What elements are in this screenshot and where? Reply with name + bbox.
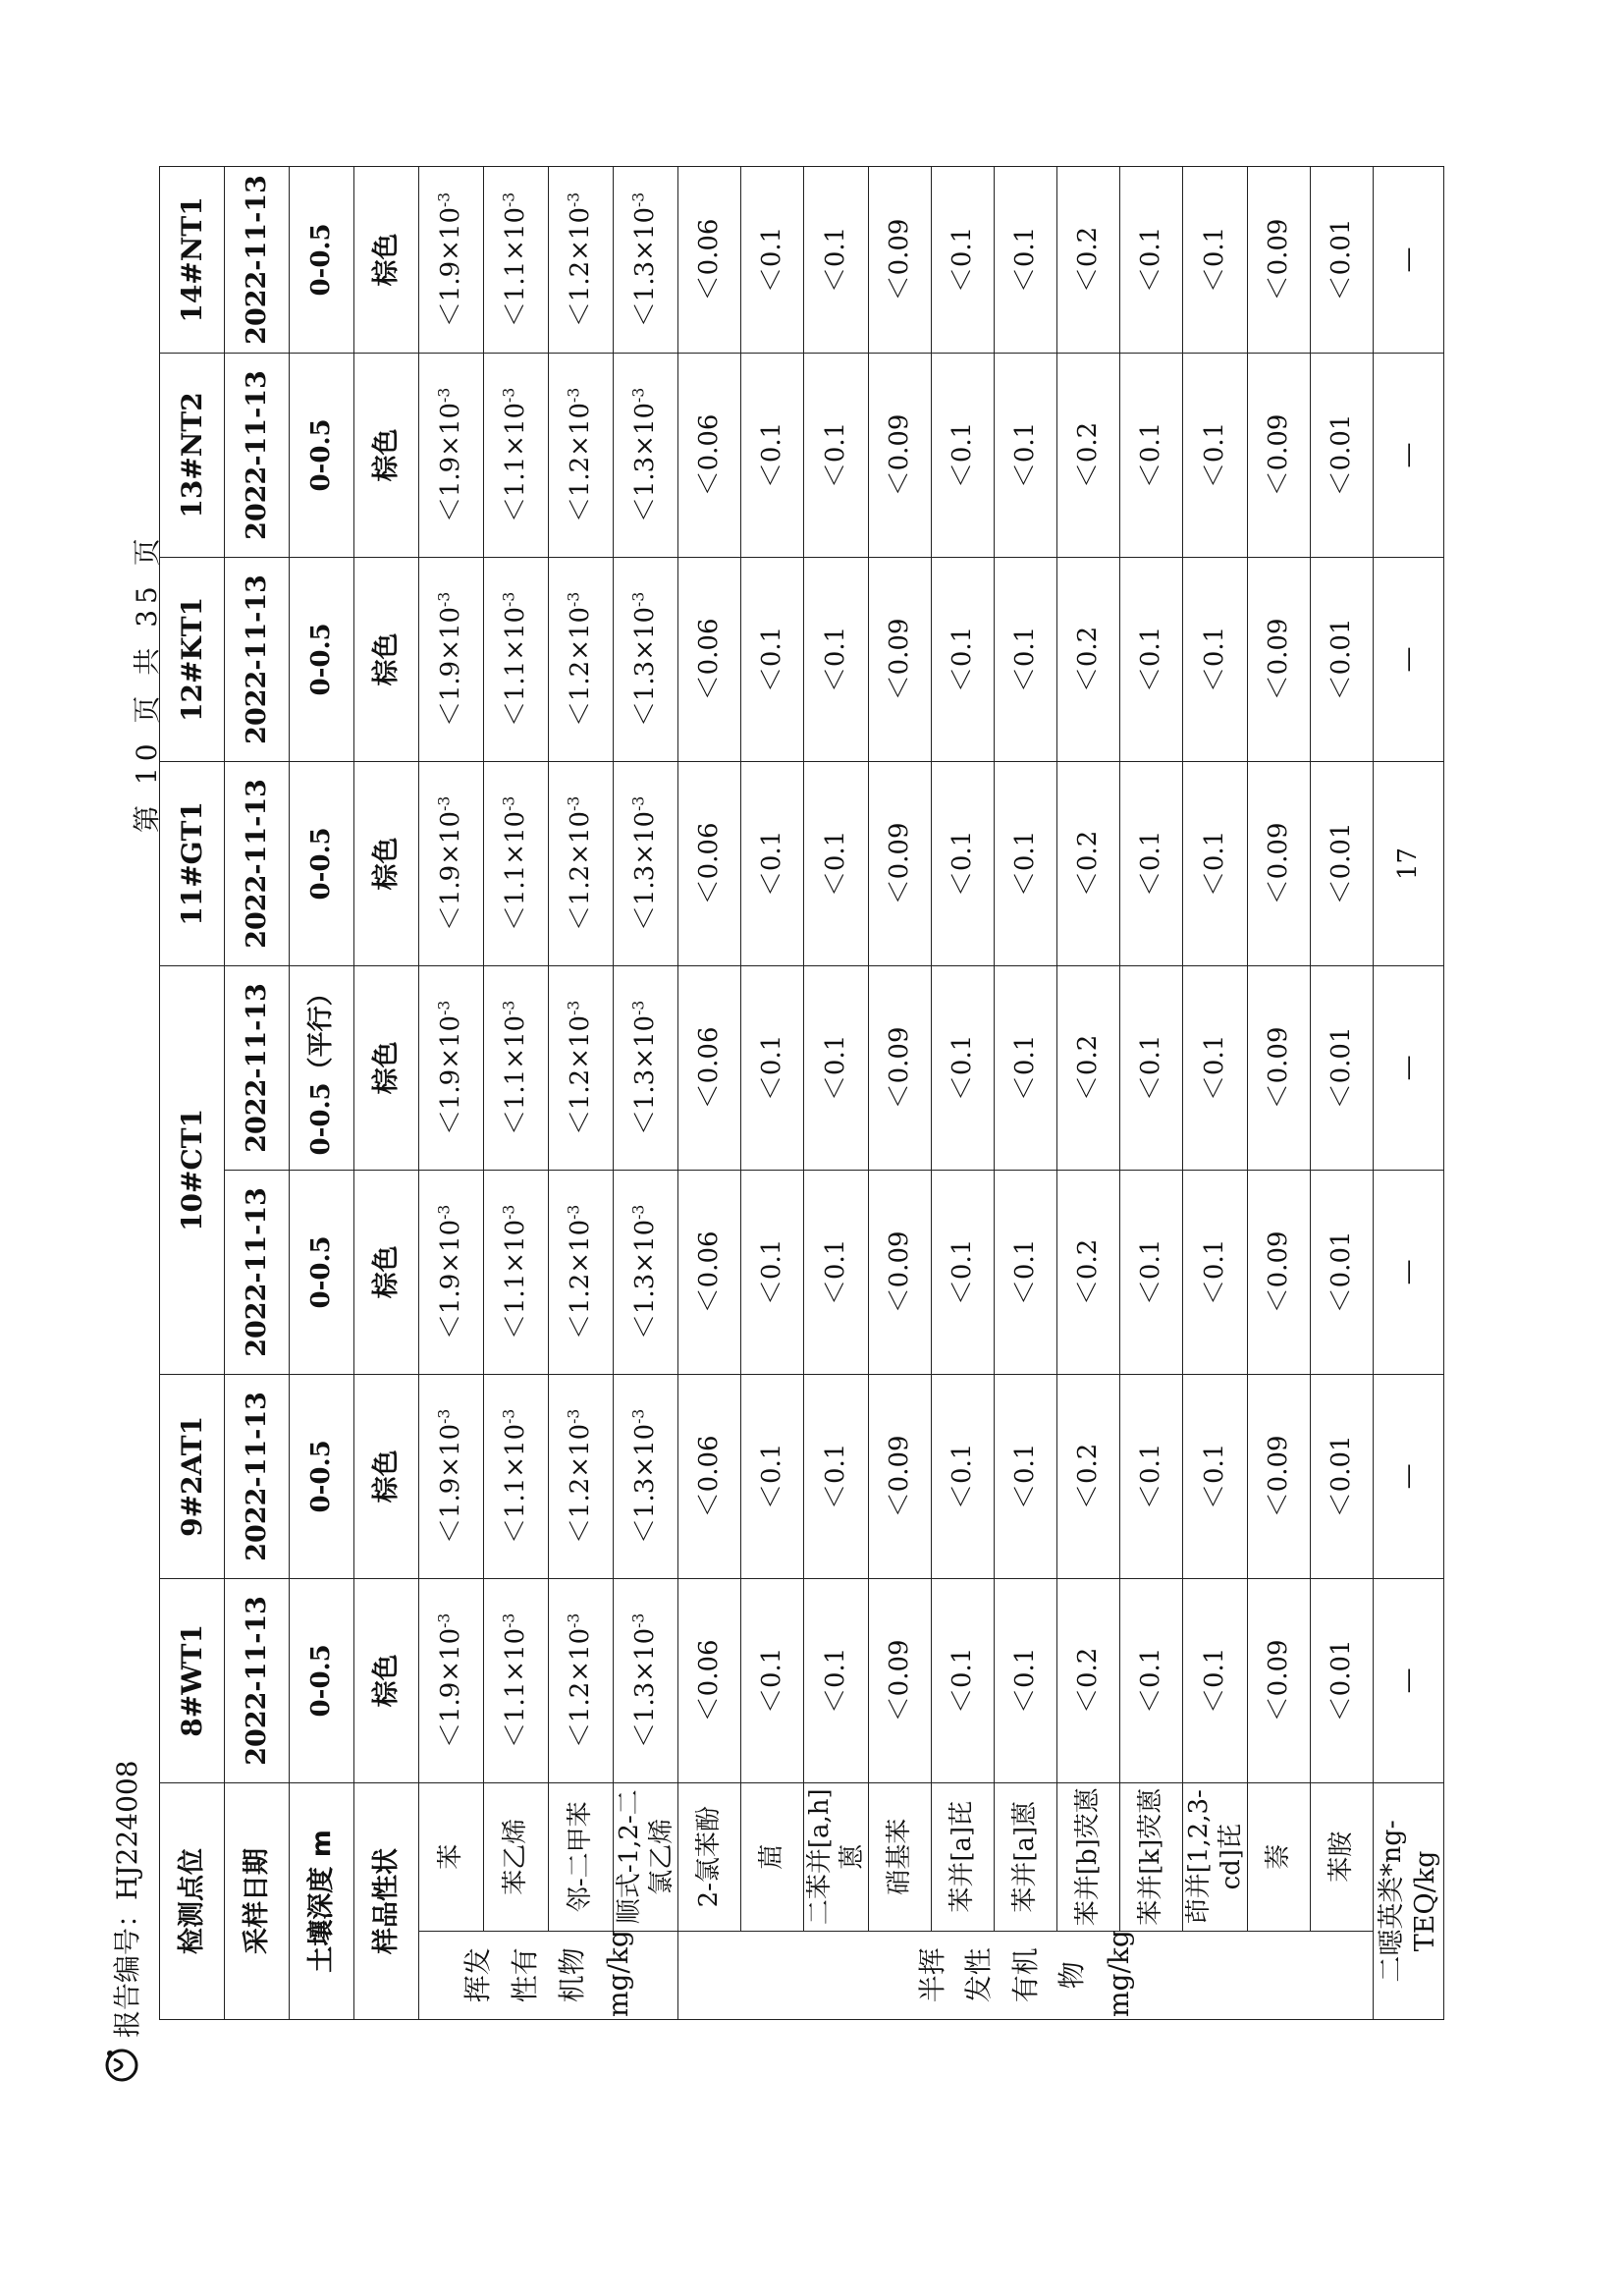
value-exponent: -3 xyxy=(435,387,454,403)
analyte-value: ＜0.1 xyxy=(1183,1374,1248,1578)
analyte-value: ＜0.09 xyxy=(869,353,932,557)
analyte-value: ＜0.06 xyxy=(678,761,741,965)
value-exponent: -3 xyxy=(565,1408,583,1424)
cell-location: 11#GT1 xyxy=(160,761,225,965)
value-mantissa: ＜1.2×10 xyxy=(566,1423,596,1545)
value-exponent: -3 xyxy=(629,387,648,403)
analyte-value xyxy=(484,1578,549,1782)
value-mantissa: ＜1.9×10 xyxy=(436,1219,466,1340)
value-exponent: -3 xyxy=(565,795,583,811)
analyte-value: ＜0.1 xyxy=(932,761,995,965)
analyte-value: ＜0.1 xyxy=(741,353,804,557)
cell-depth: 0-0.5 xyxy=(290,1170,354,1374)
analyte-value xyxy=(419,557,484,761)
value-exponent: -3 xyxy=(435,191,454,207)
dioxin-value: — xyxy=(1374,557,1444,761)
value-mantissa: ＜1.2×10 xyxy=(566,606,596,728)
row-voc xyxy=(484,167,549,2020)
value-exponent: -3 xyxy=(435,1613,454,1628)
analyte-value xyxy=(549,557,614,761)
value-mantissa: ＜1.2×10 xyxy=(566,206,596,328)
value-mantissa: ＜1.9×10 xyxy=(436,206,466,328)
value-mantissa: ＜1.3×10 xyxy=(630,1627,661,1749)
value-exponent: -3 xyxy=(565,191,583,207)
value-mantissa: ＜1.1×10 xyxy=(501,1627,531,1749)
analyte-value: ＜0.1 xyxy=(741,761,804,965)
value-exponent: -3 xyxy=(435,1408,454,1424)
analyte-value: ＜0.2 xyxy=(1057,1374,1120,1578)
group-label-line: 性有 xyxy=(508,1947,541,2003)
cell-date: 2022-11-13 xyxy=(225,761,290,965)
analyte-value xyxy=(549,1374,614,1578)
cell-property: 棕色 xyxy=(354,1170,419,1374)
value-mantissa: ＜1.3×10 xyxy=(630,206,661,328)
analyte-value: ＜0.1 xyxy=(932,557,995,761)
analyte-value xyxy=(484,557,549,761)
analyte-value: ＜0.2 xyxy=(1057,353,1120,557)
value-exponent: -3 xyxy=(629,1408,648,1424)
analyte-value: ＜0.1 xyxy=(804,353,869,557)
cell-date: 2022-11-13 xyxy=(225,167,290,354)
analyte-value xyxy=(419,353,484,557)
row-svoc xyxy=(1057,167,1120,2020)
analyte-value xyxy=(614,1578,678,1782)
row-svoc xyxy=(741,167,804,2020)
analyte-value xyxy=(419,965,484,1170)
analyte-value: ＜0.1 xyxy=(1183,1578,1248,1782)
value-exponent: -3 xyxy=(500,591,518,607)
analyte-value: ＜0.1 xyxy=(932,167,995,354)
value-exponent: -3 xyxy=(629,1613,648,1628)
value-exponent: -3 xyxy=(435,1204,454,1220)
cell-location: 8#WT1 xyxy=(160,1578,225,1782)
analyte-value: ＜0.1 xyxy=(804,965,869,1170)
dioxin-value: — xyxy=(1374,1578,1444,1782)
value-mantissa: ＜1.2×10 xyxy=(566,810,596,932)
value-exponent: -3 xyxy=(565,591,583,607)
row-dioxin xyxy=(1374,167,1444,2020)
analyte-value: ＜0.2 xyxy=(1057,557,1120,761)
analyte-value: ＜0.1 xyxy=(741,1578,804,1782)
cell-date: 2022-11-13 xyxy=(225,1374,290,1578)
label-dioxin: 二噁英类*ng-TEQ/kg xyxy=(1374,1782,1444,2019)
analyte-value: ＜0.01 xyxy=(1311,761,1374,965)
value-mantissa: ＜1.9×10 xyxy=(436,402,466,523)
label-depth: 土壤深度 m xyxy=(290,1782,354,2019)
analyte-value xyxy=(484,1170,549,1374)
analyte-value: ＜0.1 xyxy=(932,965,995,1170)
analyte-value xyxy=(549,167,614,354)
analyte-value: ＜0.09 xyxy=(869,1170,932,1374)
analyte-value xyxy=(419,1578,484,1782)
value-exponent: -3 xyxy=(500,387,518,403)
analyte-value: ＜0.01 xyxy=(1311,1374,1374,1578)
value-exponent: -3 xyxy=(629,191,648,207)
analyte-value: ＜0.1 xyxy=(741,1170,804,1374)
analyte-value xyxy=(484,167,549,354)
analyte-value: ＜0.01 xyxy=(1311,557,1374,761)
analyte-value: ＜0.1 xyxy=(995,353,1057,557)
value-mantissa: ＜1.1×10 xyxy=(501,810,531,932)
value-mantissa: ＜1.1×10 xyxy=(501,1014,531,1136)
label-property: 样品性状 xyxy=(354,1782,419,2019)
value-exponent: -3 xyxy=(500,1000,518,1015)
analyte-name: 苯并[b]荧蒽 xyxy=(1057,1782,1120,1931)
analyte-name: 茚并[1,2,3-cd]芘 xyxy=(1183,1782,1248,1931)
row-svoc xyxy=(869,167,932,2020)
group-label-line: 机物 xyxy=(555,1947,588,2003)
cell-property: 棕色 xyxy=(354,557,419,761)
analyte-value: ＜0.09 xyxy=(1248,1170,1311,1374)
analyte-value: ＜0.06 xyxy=(678,167,741,354)
analyte-value xyxy=(614,1374,678,1578)
analyte-value xyxy=(614,965,678,1170)
page-indicator: 第 10 页 共 35 页 xyxy=(131,532,163,833)
analyte-value: ＜0.09 xyxy=(869,761,932,965)
dioxin-value: 17 xyxy=(1374,761,1444,965)
value-mantissa: ＜1.2×10 xyxy=(566,1627,596,1749)
cell-location: 13#NT2 xyxy=(160,353,225,557)
analyte-value xyxy=(484,761,549,965)
analyte-value: ＜0.1 xyxy=(741,965,804,1170)
analyte-value: ＜0.09 xyxy=(869,1374,932,1578)
cell-date: 2022-11-13 xyxy=(225,557,290,761)
label-location: 检测点位 xyxy=(160,1782,225,2019)
dioxin-value: — xyxy=(1374,167,1444,354)
value-mantissa: ＜1.3×10 xyxy=(630,810,661,932)
analyte-value: ＜0.06 xyxy=(678,353,741,557)
report-number: 报告编号：HJ224008 xyxy=(111,1760,143,2038)
analyte-value xyxy=(549,761,614,965)
analyte-value: ＜0.06 xyxy=(678,557,741,761)
cell-property: 棕色 xyxy=(354,167,419,354)
value-mantissa: ＜1.2×10 xyxy=(566,1219,596,1340)
analyte-value xyxy=(614,761,678,965)
analyte-value xyxy=(484,353,549,557)
analyte-name: 萘 xyxy=(1248,1782,1311,1931)
value-exponent: -3 xyxy=(565,1613,583,1628)
value-exponent: -3 xyxy=(435,591,454,607)
value-mantissa: ＜1.9×10 xyxy=(436,810,466,932)
value-exponent: -3 xyxy=(435,1000,454,1015)
group-label-svoc xyxy=(678,1931,1374,2019)
analyte-value: ＜0.1 xyxy=(995,1170,1057,1374)
dioxin-value: — xyxy=(1374,353,1444,557)
analyte-value: ＜0.1 xyxy=(741,1374,804,1578)
value-mantissa: ＜1.3×10 xyxy=(630,1219,661,1340)
row-svoc xyxy=(678,167,741,2020)
cell-date: 2022-11-13 xyxy=(225,1170,290,1374)
analyte-value: ＜0.1 xyxy=(804,1578,869,1782)
analyte-value: ＜0.09 xyxy=(1248,353,1311,557)
analyte-name: 邻-二甲苯 xyxy=(549,1782,614,1931)
group-label-line: mg/kg xyxy=(602,1930,635,2017)
cell-property: 棕色 xyxy=(354,1578,419,1782)
analyte-value: ＜0.01 xyxy=(1311,1170,1374,1374)
analyte-value xyxy=(484,965,549,1170)
value-mantissa: ＜1.2×10 xyxy=(566,402,596,523)
analyte-value: ＜0.1 xyxy=(804,761,869,965)
value-exponent: -3 xyxy=(629,795,648,811)
analyte-value: ＜0.1 xyxy=(932,1170,995,1374)
table-body xyxy=(160,167,1444,2020)
analyte-value: ＜0.09 xyxy=(869,557,932,761)
analyte-name: 苯并[k]荧蒽 xyxy=(1120,1782,1183,1931)
row-svoc xyxy=(1120,167,1183,2020)
analyte-value xyxy=(419,761,484,965)
analyte-value: ＜0.1 xyxy=(1120,353,1183,557)
value-exponent: -3 xyxy=(500,795,518,811)
cell-date: 2022-11-13 xyxy=(225,353,290,557)
analyte-value: ＜0.1 xyxy=(1120,167,1183,354)
analyte-value xyxy=(614,167,678,354)
analyte-value: ＜0.01 xyxy=(1311,353,1374,557)
row-svoc xyxy=(1248,167,1311,2020)
analyte-value: ＜0.01 xyxy=(1311,167,1374,354)
analyte-name: 苯并[a]芘 xyxy=(932,1782,995,1931)
cell-location: 10#CT1 xyxy=(160,965,225,1374)
analyte-value: ＜0.1 xyxy=(804,1170,869,1374)
analyte-value: ＜0.06 xyxy=(678,1170,741,1374)
analyte-value: ＜0.1 xyxy=(1120,1578,1183,1782)
company-logo-icon xyxy=(104,2048,139,2083)
cell-depth: 0-0.5 xyxy=(290,353,354,557)
cell-date: 2022-11-13 xyxy=(225,965,290,1170)
report-header xyxy=(96,121,155,2085)
group-label-line: 发性 xyxy=(962,1947,996,2003)
cell-property: 棕色 xyxy=(354,1374,419,1578)
cell-location: 14#NT1 xyxy=(160,167,225,354)
row-location xyxy=(160,167,225,2020)
analyte-value: ＜0.1 xyxy=(804,557,869,761)
analyte-value xyxy=(549,353,614,557)
analyte-value: ＜0.1 xyxy=(1120,1374,1183,1578)
analyte-value: ＜0.09 xyxy=(869,965,932,1170)
row-date xyxy=(225,167,290,2020)
label-date: 采样日期 xyxy=(225,1782,290,2019)
value-mantissa: ＜1.1×10 xyxy=(501,402,531,523)
group-label-line: 挥发 xyxy=(461,1947,495,2003)
analyte-value: ＜0.01 xyxy=(1311,1578,1374,1782)
analyte-value: ＜0.1 xyxy=(804,1374,869,1578)
analyte-value: ＜0.2 xyxy=(1057,1578,1120,1782)
analyte-value: ＜0.1 xyxy=(995,557,1057,761)
analyte-value: ＜0.06 xyxy=(678,1578,741,1782)
row-voc xyxy=(419,167,484,2020)
value-mantissa: ＜1.3×10 xyxy=(630,402,661,523)
analyte-value: ＜0.2 xyxy=(1057,965,1120,1170)
analyte-value: ＜0.1 xyxy=(932,353,995,557)
analyte-value: ＜0.2 xyxy=(1057,167,1120,354)
analyte-name: 硝基苯 xyxy=(869,1782,932,1931)
analyte-value xyxy=(484,1374,549,1578)
value-mantissa: ＜1.1×10 xyxy=(501,606,531,728)
row-svoc xyxy=(1183,167,1248,2020)
dioxin-value: — xyxy=(1374,1374,1444,1578)
analyte-name: 苯乙烯 xyxy=(484,1782,549,1931)
group-label-voc xyxy=(419,1931,678,2019)
analyte-value: ＜0.1 xyxy=(995,1374,1057,1578)
row-depth xyxy=(290,167,354,2020)
cell-date: 2022-11-13 xyxy=(225,1578,290,1782)
analyte-value xyxy=(614,353,678,557)
analyte-value xyxy=(614,557,678,761)
test-results-table xyxy=(159,166,1444,2020)
analyte-value: ＜0.2 xyxy=(1057,1170,1120,1374)
analyte-value xyxy=(549,965,614,1170)
analyte-value xyxy=(419,1170,484,1374)
analyte-value xyxy=(614,1170,678,1374)
analyte-name: 二苯并[a,h]蒽 xyxy=(804,1782,869,1931)
value-mantissa: ＜1.1×10 xyxy=(501,1423,531,1545)
analyte-value: ＜0.1 xyxy=(932,1578,995,1782)
value-exponent: -3 xyxy=(435,795,454,811)
analyte-name: 苯胺 xyxy=(1311,1782,1374,1931)
cell-property: 棕色 xyxy=(354,965,419,1170)
cell-property: 棕色 xyxy=(354,761,419,965)
analyte-name: 䓛 xyxy=(741,1782,804,1931)
analyte-value: ＜0.2 xyxy=(1057,761,1120,965)
analyte-value: ＜0.1 xyxy=(995,1578,1057,1782)
value-exponent: -3 xyxy=(500,191,518,207)
cell-location: 9#2AT1 xyxy=(160,1374,225,1578)
value-exponent: -3 xyxy=(565,1000,583,1015)
dioxin-value: — xyxy=(1374,965,1444,1170)
cell-depth: 0-0.5 xyxy=(290,167,354,354)
cell-location: 12#KT1 xyxy=(160,557,225,761)
analyte-value: ＜0.09 xyxy=(869,1578,932,1782)
value-exponent: -3 xyxy=(629,1000,648,1015)
dioxin-value: — xyxy=(1374,1170,1444,1374)
analyte-value: ＜0.1 xyxy=(1120,557,1183,761)
value-exponent: -3 xyxy=(565,1204,583,1220)
analyte-value: ＜0.09 xyxy=(1248,557,1311,761)
analyte-name: 顺式-1,2-二氯乙烯 xyxy=(614,1782,678,1931)
row-property xyxy=(354,167,419,2020)
analyte-value: ＜0.1 xyxy=(995,761,1057,965)
analyte-name: 2-氯苯酚 xyxy=(678,1782,741,1931)
value-exponent: -3 xyxy=(629,1204,648,1220)
row-voc xyxy=(614,167,678,2020)
value-exponent: -3 xyxy=(565,387,583,403)
row-svoc xyxy=(804,167,869,2020)
analyte-value: ＜0.1 xyxy=(1183,761,1248,965)
analyte-value xyxy=(549,1578,614,1782)
value-exponent: -3 xyxy=(500,1204,518,1220)
analyte-value: ＜0.01 xyxy=(1311,965,1374,1170)
value-exponent: -3 xyxy=(500,1613,518,1628)
cell-depth: 0-0.5 xyxy=(290,761,354,965)
analyte-value: ＜0.1 xyxy=(741,557,804,761)
value-mantissa: ＜1.2×10 xyxy=(566,1014,596,1136)
value-mantissa: ＜1.3×10 xyxy=(630,1423,661,1545)
analyte-value: ＜0.09 xyxy=(1248,167,1311,354)
analyte-value: ＜0.1 xyxy=(804,167,869,354)
analyte-value xyxy=(419,1374,484,1578)
row-svoc xyxy=(995,167,1057,2020)
analyte-value: ＜0.09 xyxy=(869,167,932,354)
value-mantissa: ＜1.1×10 xyxy=(501,206,531,328)
group-label-line: 有机 xyxy=(1008,1947,1042,2003)
analyte-value: ＜0.1 xyxy=(1183,353,1248,557)
analyte-value: ＜0.09 xyxy=(1248,761,1311,965)
value-mantissa: ＜1.3×10 xyxy=(630,1014,661,1136)
analyte-value: ＜0.1 xyxy=(1183,557,1248,761)
row-voc xyxy=(549,167,614,2020)
analyte-value: ＜0.1 xyxy=(932,1374,995,1578)
row-svoc xyxy=(1311,167,1374,2020)
analyte-value: ＜0.1 xyxy=(1183,167,1248,354)
group-label-line: 半挥 xyxy=(915,1947,948,2003)
value-mantissa: ＜1.3×10 xyxy=(630,606,661,728)
analyte-value: ＜0.09 xyxy=(1248,965,1311,1170)
value-mantissa: ＜1.9×10 xyxy=(436,1423,466,1545)
analyte-value: ＜0.1 xyxy=(1120,965,1183,1170)
value-exponent: -3 xyxy=(629,591,648,607)
group-label-line: mg/kg xyxy=(1102,1930,1135,2017)
analyte-value: ＜0.1 xyxy=(1183,965,1248,1170)
analyte-value: ＜0.1 xyxy=(1120,761,1183,965)
analyte-value: ＜0.06 xyxy=(678,1374,741,1578)
value-mantissa: ＜1.9×10 xyxy=(436,606,466,728)
analyte-value: ＜0.1 xyxy=(1120,1170,1183,1374)
analyte-value: ＜0.06 xyxy=(678,965,741,1170)
value-mantissa: ＜1.9×10 xyxy=(436,1627,466,1749)
analyte-value xyxy=(419,167,484,354)
cell-property: 棕色 xyxy=(354,353,419,557)
analyte-value: ＜0.1 xyxy=(1183,1170,1248,1374)
group-label-line: 物 xyxy=(1055,1961,1089,1990)
analyte-value xyxy=(549,1170,614,1374)
analyte-value: ＜0.1 xyxy=(995,167,1057,354)
cell-depth: 0-0.5 xyxy=(290,1374,354,1578)
analyte-value: ＜0.09 xyxy=(1248,1578,1311,1782)
cell-depth: 0-0.5（平行） xyxy=(290,965,354,1170)
value-exponent: -3 xyxy=(500,1408,518,1424)
analyte-value: ＜0.09 xyxy=(1248,1374,1311,1578)
value-mantissa: ＜1.1×10 xyxy=(501,1219,531,1340)
analyte-name: 苯 xyxy=(419,1782,484,1931)
row-svoc xyxy=(932,167,995,2020)
cell-depth: 0-0.5 xyxy=(290,557,354,761)
analyte-value: ＜0.1 xyxy=(741,167,804,354)
analyte-name: 苯并[a]蒽 xyxy=(995,1782,1057,1931)
analyte-value: ＜0.1 xyxy=(995,965,1057,1170)
value-mantissa: ＜1.9×10 xyxy=(436,1014,466,1136)
cell-depth: 0-0.5 xyxy=(290,1578,354,1782)
